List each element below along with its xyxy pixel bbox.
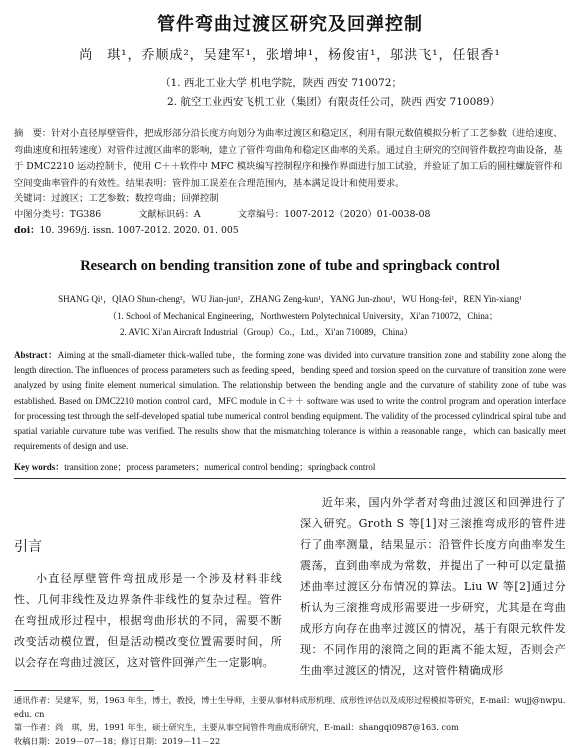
section-heading-introduction: 引言 (14, 536, 42, 556)
english-affiliation-1: （1. School of Mechanical Engineering，Northwestern Polytechnical University，Xi′an 710072，China； (108, 308, 498, 324)
footnote-divider (14, 690, 154, 691)
doi-label: doi： (14, 225, 40, 236)
footnote-first-author: 第一作者：尚 琪，男，1991 年生，硕士研究生，主要从事空间管件弯曲成形研究，E-mail：shangqi0987@163. com (14, 721, 566, 735)
english-abstract-label: Abstract： (14, 350, 58, 360)
footnotes (14, 694, 566, 748)
english-abstract (14, 348, 566, 454)
article-number: 文章编号：1007-2012（2020）01-0038-08 (238, 209, 431, 220)
english-keywords-label: Key words： (14, 462, 64, 472)
section-divider (14, 478, 566, 479)
clc-number: 中图分类号：TG386 (14, 209, 101, 220)
english-title: Research on bending transition zone of tube and springback control (0, 258, 580, 275)
chinese-abstract-text: 针对小直径厚壁管件，把成形部分沿长度方向划分为曲率过渡区和稳定区，利用有限元数值模拟分析了工艺参数（进给速度、弯曲速度和扭转速度）对管件过渡区曲率的影响，建立了管件弯曲角和稳定区曲率的关系。通过自主研究的空间管件数控弯曲设备，基于 DMC2210 运动控制卡，使用 C＋＋软件中 MFC 模块编写控制程序和操作界面进行加工试验，并验证了加工后的圆柱螺旋管件和空间变曲率管件的有效性。结果表明：管件加工误差在合理范围内，基本满足设计和使用要求。 (14, 128, 563, 189)
english-affiliation-2: 2. AVIC Xi′an Aircraft Industrial（Group）Co.，Ltd.，Xi′an 710089，China） (108, 324, 498, 340)
chinese-authors: 尚 琪¹，乔顺成²，吴建军¹，张增坤¹，杨俊宙¹，邬洪飞¹，任银香¹ (0, 44, 580, 63)
footnote-received-date: 收稿日期：2019－07－18；修订日期：2019－11－22 (14, 735, 566, 748)
body-paragraph-left: 小直径厚壁管件弯扭成形是一个涉及材料非线性、几何非线性及边界条件非线性的复杂过程。管件在弯扭成形过程中，根据弯曲形状的不同，需要不断改变活动模位置，但是活动模改变位置需要时间，所以会存在弯曲过渡区，这对管件回弹产生一定影响。 (14, 568, 282, 673)
english-affiliations (108, 308, 498, 340)
chinese-title: 管件弯曲过渡区研究及回弹控制 (0, 10, 580, 36)
chinese-affiliation-1: （1. 西北工业大学 机电学院，陕西 西安 710072； (160, 74, 500, 93)
chinese-abstract-label: 摘 要： (14, 128, 51, 139)
classification-line (14, 207, 566, 223)
article-metadata (14, 191, 566, 239)
doi-value[interactable]: 10. 3969/j. issn. 1007-2012. 2020. 01. 005 (40, 225, 239, 236)
english-abstract-text: Aiming at the small-diameter thick-walled tube，the forming zone was divided into curvature transition zone and stability zone along the length direction. The influences of process parameters such as feeding speed，bending speed and torsion speed on the curvature of transition zone were analyzed by using finite element numerical simulation. The relationship between the bending angle and the curvature of stability zone of tube was established. Based on DMC2210 motion control card，MFC module in C＋＋ software was used to write the control program and operation interface for processing test through the self-developed spatial tube numerical control bending equipment. The validity of the processed cylindrical spiral tube and spatial variable curvature tube was verified. The results show that the mismatching tolerance is within a reasonable range，which can basically meet requirements of design and use. (14, 350, 566, 451)
chinese-affiliations (160, 74, 500, 112)
doi-line (14, 223, 566, 239)
footnote-corresponding-author: 通讯作者：吴建军，男，1963 年生，博士，教授，博士生导师，主要从事材料成形机理、成形性评估以及成形过程模拟等研究，E-mail：wujj@nwpu. edu. cn (14, 694, 566, 721)
chinese-affiliation-2: 2. 航空工业西安飞机工业（集团）有限责任公司，陕西 西安 710089） (160, 93, 500, 112)
english-keywords (14, 460, 566, 473)
english-keywords-text: transition zone；process parameters；numerical control bending；springback control (64, 462, 375, 472)
english-authors: SHANG Qi¹，QIAO Shun-cheng²，WU Jian-jun¹，ZHANG Zeng-kun¹，YANG Jun-zhou¹，WU Hong-fei¹，REN Yin-xiang¹ (0, 292, 580, 305)
chinese-abstract (14, 126, 566, 192)
body-paragraph-right: 近年来，国内外学者对弯曲过渡区和回弹进行了深入研究。Groth S 等[1]对三滚推弯成形的管件进行了曲率测量，结果显示：沿管件长度方向曲率发生震荡，直到曲率成为常数，并提出了一种可以定量描述曲率过渡区分布情况的算法。Liu W 等[2]通过分析认为三滚推弯成形需要进一步研究，尤其是在弯曲成形方向存在曲率过渡区的情况，基于有限元软件发现：不同作用的滚筒之间的距离不能太短，否则会产生曲率过渡区的情况，这对管件精确成形 (300, 492, 566, 681)
document-code: 文献标识码：A (138, 209, 201, 220)
chinese-keywords: 关键词：过渡区；工艺参数；数控弯曲；回弹控制 (14, 191, 566, 207)
